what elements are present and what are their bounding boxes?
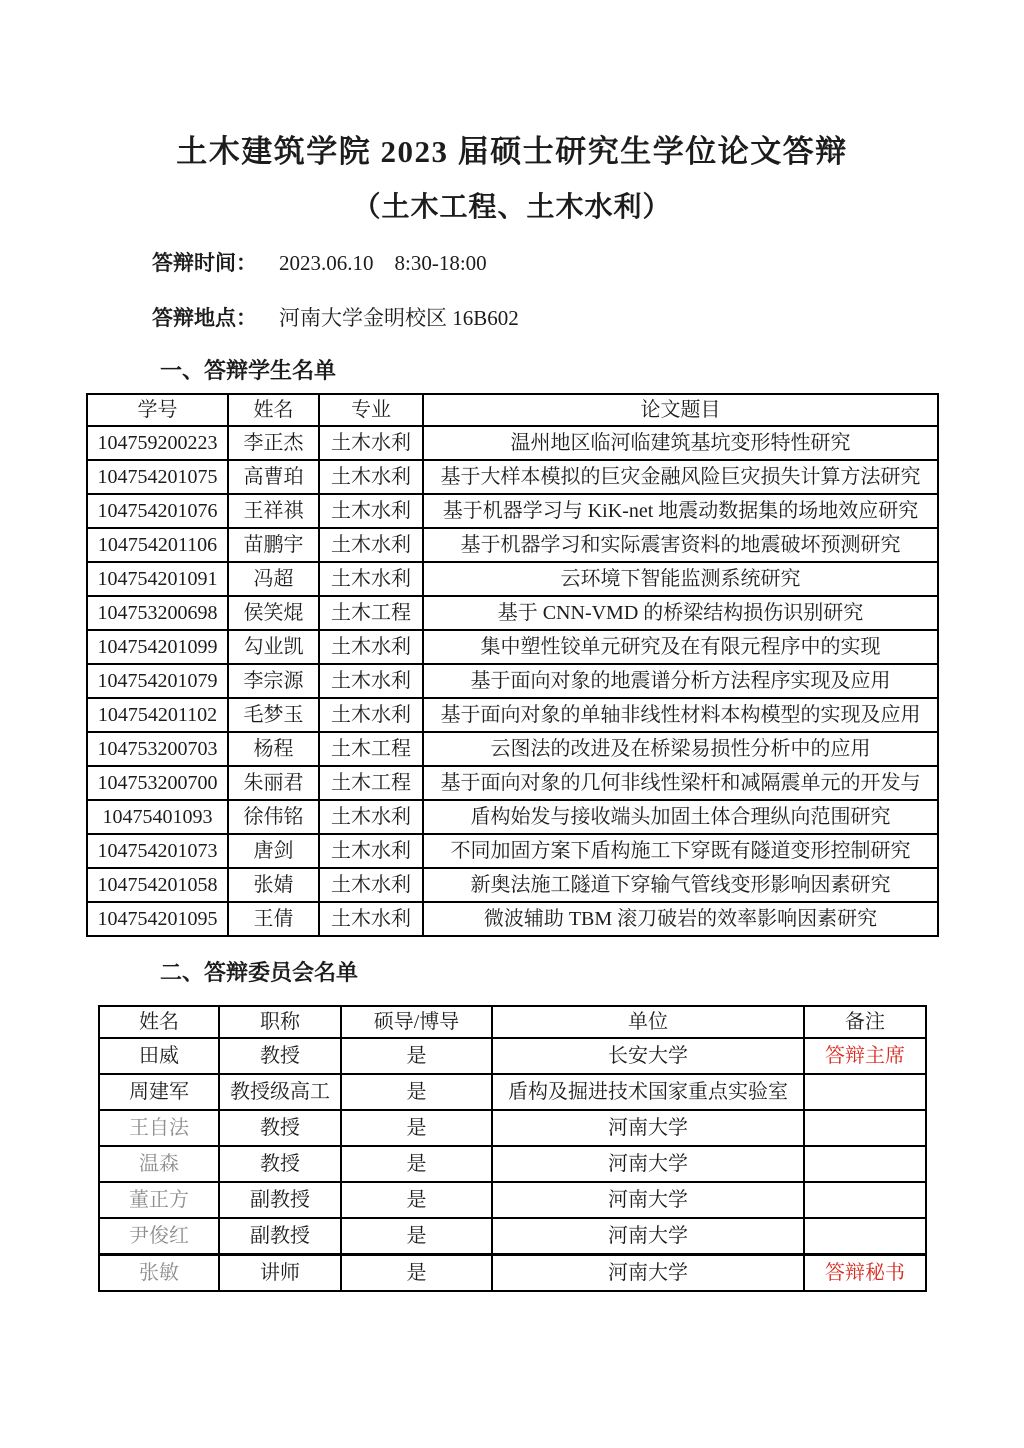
committee-row — [99, 1146, 926, 1182]
committee-title-cell: 副教授 — [219, 1182, 341, 1218]
committee-unit-cell: 河南大学 — [492, 1182, 804, 1218]
students-table-head — [87, 394, 938, 426]
committee-row — [99, 1110, 926, 1146]
defense-time-line — [152, 250, 1024, 277]
committee-note-cell — [804, 1182, 926, 1218]
committee-name-cell: 董正方 — [99, 1182, 219, 1218]
committee-name-cell: 张敏 — [99, 1254, 219, 1291]
student-row — [87, 664, 938, 698]
student-row — [87, 630, 938, 664]
student-name-cell: 朱丽君 — [228, 766, 319, 800]
committee-supervisor-cell: 是 — [341, 1038, 492, 1074]
student-name-cell: 冯超 — [228, 562, 319, 596]
student-name-cell: 李正杰 — [228, 426, 319, 460]
defense-location-line — [152, 305, 1024, 332]
student-name-cell: 王倩 — [228, 902, 319, 936]
thesis-title-cell: 盾构始发与接收端头加固土体合理纵向范围研究 — [423, 800, 938, 834]
thesis-title-cell: 基于机器学习与 KiK-net 地震动数据集的场地效应研究 — [423, 494, 938, 528]
committee-col-header-1: 职称 — [219, 1006, 341, 1038]
thesis-title-cell: 云图法的改进及在桥梁易损性分析中的应用 — [423, 732, 938, 766]
student-row — [87, 800, 938, 834]
students-col-header-3: 论文题目 — [423, 394, 938, 426]
student-major-cell: 土木水利 — [319, 868, 423, 902]
defense-time-label: 答辩时间： — [152, 251, 257, 276]
student-major-cell: 土木水利 — [319, 902, 423, 936]
students-table — [86, 393, 939, 937]
committee-col-header-0: 姓名 — [99, 1006, 219, 1038]
student-name-cell: 杨程 — [228, 732, 319, 766]
thesis-title-cell: 基于面向对象的几何非线性梁杆和减隔震单元的开发与 — [423, 766, 938, 800]
student-name-cell: 高曹珀 — [228, 460, 319, 494]
committee-unit-cell: 河南大学 — [492, 1218, 804, 1255]
committee-note-cell: 答辩主席 — [804, 1038, 926, 1074]
committee-supervisor-cell: 是 — [341, 1074, 492, 1110]
document-subtitle: （土木工程、土木水利） — [352, 191, 672, 223]
student-name-cell: 苗鹏宇 — [228, 528, 319, 562]
thesis-title-cell: 集中塑性铰单元研究及在有限元程序中的实现 — [423, 630, 938, 664]
thesis-title-cell: 基于面向对象的单轴非线性材料本构模型的实现及应用 — [423, 698, 938, 732]
committee-unit-cell: 河南大学 — [492, 1146, 804, 1182]
thesis-title-cell: 云环境下智能监测系统研究 — [423, 562, 938, 596]
student-major-cell: 土木水利 — [319, 800, 423, 834]
committee-note-cell — [804, 1110, 926, 1146]
student-name-cell: 徐伟铭 — [228, 800, 319, 834]
student-id-cell: 104754201073 — [87, 834, 228, 868]
committee-name-cell: 温森 — [99, 1146, 219, 1182]
student-id-cell: 104759200223 — [87, 426, 228, 460]
student-id-cell: 104754201099 — [87, 630, 228, 664]
committee-note-cell — [804, 1146, 926, 1182]
student-row — [87, 698, 938, 732]
students-section-heading: 一、答辩学生名单 — [160, 357, 337, 383]
committee-title-cell: 教授级高工 — [219, 1074, 341, 1110]
student-id-cell: 104753200700 — [87, 766, 228, 800]
document-title: 土木建筑学院 2023 届硕士研究生学位论文答辩 — [176, 134, 848, 169]
defense-location-label: 答辩地点： — [152, 305, 257, 330]
committee-row — [99, 1074, 926, 1110]
student-major-cell: 土木工程 — [319, 766, 423, 800]
committee-unit-cell: 长安大学 — [492, 1038, 804, 1074]
students-col-header-0: 学号 — [87, 394, 228, 426]
committee-header-row — [99, 1006, 926, 1038]
thesis-title-cell: 微波辅助 TBM 滚刀破岩的效率影响因素研究 — [423, 902, 938, 936]
student-row — [87, 732, 938, 766]
committee-table — [98, 1005, 927, 1292]
committee-unit-cell: 河南大学 — [492, 1254, 804, 1291]
committee-supervisor-cell: 是 — [341, 1146, 492, 1182]
student-major-cell: 土木水利 — [319, 664, 423, 698]
committee-note-cell — [804, 1074, 926, 1110]
committee-row — [99, 1254, 926, 1291]
committee-table-body — [99, 1038, 926, 1291]
committee-title-cell: 教授 — [219, 1110, 341, 1146]
committee-name-cell: 田威 — [99, 1038, 219, 1074]
student-major-cell: 土木水利 — [319, 562, 423, 596]
student-name-cell: 侯笑焜 — [228, 596, 319, 630]
student-major-cell: 土木工程 — [319, 732, 423, 766]
student-id-cell: 104754201095 — [87, 902, 228, 936]
thesis-title-cell: 不同加固方案下盾构施工下穿既有隧道变形控制研究 — [423, 834, 938, 868]
committee-supervisor-cell: 是 — [341, 1218, 492, 1255]
committee-table-head — [99, 1006, 926, 1038]
student-row — [87, 834, 938, 868]
committee-supervisor-cell: 是 — [341, 1182, 492, 1218]
committee-name-cell: 尹俊红 — [99, 1218, 219, 1255]
committee-unit-cell: 河南大学 — [492, 1110, 804, 1146]
student-major-cell: 土木水利 — [319, 630, 423, 664]
student-row — [87, 596, 938, 630]
thesis-title-cell: 基于大样本模拟的巨灾金融风险巨灾损失计算方法研究 — [423, 460, 938, 494]
student-major-cell: 土木水利 — [319, 426, 423, 460]
student-row — [87, 494, 938, 528]
committee-title-cell: 教授 — [219, 1146, 341, 1182]
student-name-cell: 勾业凯 — [228, 630, 319, 664]
student-name-cell: 毛梦玉 — [228, 698, 319, 732]
student-row — [87, 766, 938, 800]
students-table-body — [87, 426, 938, 936]
student-row — [87, 460, 938, 494]
defense-time-value: 2023.06.10 8:30-18:00 — [279, 251, 487, 276]
student-row — [87, 902, 938, 936]
student-id-cell: 104754201091 — [87, 562, 228, 596]
committee-section-heading: 二、答辩委员会名单 — [160, 960, 359, 986]
committee-col-header-4: 备注 — [804, 1006, 926, 1038]
committee-row — [99, 1038, 926, 1074]
student-name-cell: 唐剑 — [228, 834, 319, 868]
student-id-cell: 104754201058 — [87, 868, 228, 902]
committee-title-cell: 教授 — [219, 1038, 341, 1074]
student-id-cell: 104753200698 — [87, 596, 228, 630]
students-col-header-1: 姓名 — [228, 394, 319, 426]
student-id-cell: 104754201075 — [87, 460, 228, 494]
committee-name-cell: 王自法 — [99, 1110, 219, 1146]
student-row — [87, 868, 938, 902]
thesis-title-cell: 基于 CNN-VMD 的桥梁结构损伤识别研究 — [423, 596, 938, 630]
student-row — [87, 426, 938, 460]
student-major-cell: 土木水利 — [319, 834, 423, 868]
committee-note-cell — [804, 1218, 926, 1255]
committee-title-cell: 讲师 — [219, 1254, 341, 1291]
student-id-cell: 104754201079 — [87, 664, 228, 698]
student-major-cell: 土木水利 — [319, 698, 423, 732]
committee-row — [99, 1218, 926, 1255]
student-name-cell: 张婧 — [228, 868, 319, 902]
committee-note-cell: 答辩秘书 — [804, 1254, 926, 1291]
student-name-cell: 王祥祺 — [228, 494, 319, 528]
committee-name-cell: 周建军 — [99, 1074, 219, 1110]
committee-supervisor-cell: 是 — [341, 1110, 492, 1146]
committee-col-header-3: 单位 — [492, 1006, 804, 1038]
student-id-cell: 10475401093 — [87, 800, 228, 834]
student-id-cell: 104754201076 — [87, 494, 228, 528]
defense-location-value: 河南大学金明校区 16B602 — [279, 305, 519, 330]
thesis-title-cell: 基于面向对象的地震谱分析方法程序实现及应用 — [423, 664, 938, 698]
thesis-title-cell: 新奥法施工隧道下穿输气管线变形影响因素研究 — [423, 868, 938, 902]
student-id-cell: 104754201106 — [87, 528, 228, 562]
thesis-title-cell: 温州地区临河临建筑基坑变形特性研究 — [423, 426, 938, 460]
student-row — [87, 528, 938, 562]
students-header-row — [87, 394, 938, 426]
thesis-title-cell: 基于机器学习和实际震害资料的地震破坏预测研究 — [423, 528, 938, 562]
student-major-cell: 土木水利 — [319, 494, 423, 528]
committee-col-header-2: 硕导/博导 — [341, 1006, 492, 1038]
student-name-cell: 李宗源 — [228, 664, 319, 698]
student-id-cell: 104754201102 — [87, 698, 228, 732]
committee-supervisor-cell: 是 — [341, 1254, 492, 1291]
student-major-cell: 土木水利 — [319, 528, 423, 562]
student-row — [87, 562, 938, 596]
student-id-cell: 104753200703 — [87, 732, 228, 766]
committee-title-cell: 副教授 — [219, 1218, 341, 1255]
students-col-header-2: 专业 — [319, 394, 423, 426]
student-major-cell: 土木水利 — [319, 460, 423, 494]
student-major-cell: 土木工程 — [319, 596, 423, 630]
committee-row — [99, 1182, 926, 1218]
committee-unit-cell: 盾构及掘进技术国家重点实验室 — [492, 1074, 804, 1110]
